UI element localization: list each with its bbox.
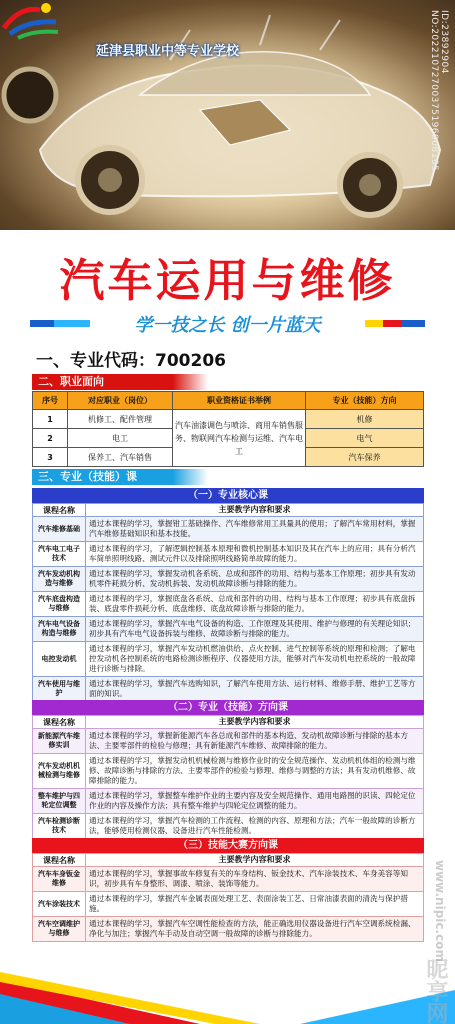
course-content: 通过本课程的学习，掌握汽车发动机燃油供给、点火控制、进气控制等系统的原理和检测；了解电控发动机各控制系统的电路检测诊断程序、仪器使用方法，能够对汽车发动机电控系统的一般故障进行诊断与排除。: [86, 642, 424, 677]
table-row: [33, 789, 424, 814]
course-name: 整车维护与四轮定位调整: [33, 789, 86, 814]
course-name: 汽车使用与维护: [33, 677, 86, 702]
table-header-row: [33, 504, 424, 517]
course-content: 通过本课程的学习，掌握新能源汽车各总成和部件的基本构造、发动机故障诊断与排除的基本方法、主要零部件的检验与修理；具有新能源汽车维修、故障排除的能力。: [86, 729, 424, 754]
slogan-decor-left: [30, 320, 90, 327]
row-direction: 电气: [306, 429, 424, 448]
row-direction: 机修: [306, 410, 424, 429]
contest-courses-table: [32, 853, 424, 942]
section-heading-career: 二、职业面向: [32, 374, 208, 390]
direction-courses-table: [32, 715, 424, 839]
course-content: 通过本课程的学习，掌握汽车电气设备的构造、工作原理及其使用、维护与修理的有关理论知识；初步具有汽车电气设备拆装与维修、故障诊断与排除的能力。: [86, 617, 424, 642]
course-name: 汽车检测诊断技术: [33, 814, 86, 839]
school-name: 延津县职业中等专业学校: [96, 44, 240, 59]
course-content: 通过本课程的学习，掌握钳工基础操作、汽车维修常用工具量具的使用；了解汽车常用材料，掌握汽车维修基础知识和基本技能。: [86, 517, 424, 542]
table-row: [33, 867, 424, 892]
course-name: 汽车车身钣金维修: [33, 867, 86, 892]
core-courses-table: [32, 503, 424, 702]
table-row: [33, 617, 424, 642]
course-content: 通过本课程的学习，掌握汽车选购知识，了解汽车使用方法、运行材料、维修手册、维护工艺等方面的知识。: [86, 677, 424, 702]
col-header: 专业（技能）方向: [306, 392, 424, 410]
watermark-brand: 昵享网: [423, 958, 448, 1024]
direction-courses-band: （二）专业（技能）方向课: [32, 700, 424, 715]
watermark-site: www.nipic.com: [433, 860, 447, 962]
col-header: 对应职业（岗位）: [68, 392, 173, 410]
course-name: 电控发动机: [33, 642, 86, 677]
course-name: 汽车维修基础: [33, 517, 86, 542]
row-no: 1: [33, 410, 68, 429]
course-name: 汽车空调维护与维修: [33, 917, 86, 942]
course-content: 通过本课程的学习，掌握汽车检测的工作流程、检测的内容、原理和方法；汽车一般故障的诊断方法，能够使用检测仪器、设备进行汽车性能检测。: [86, 814, 424, 839]
slogan: 学一技之长 创一片蓝天: [134, 315, 321, 336]
core-courses-block: [32, 488, 424, 702]
col-header: 课程名称: [33, 716, 86, 729]
car-illustration: [0, 0, 455, 230]
footer-stripes: [0, 968, 455, 1024]
col-header: 主要教学内容和要求: [86, 716, 424, 729]
course-content: 通过本课程的学习，掌握底盘各系统、总成和部件的功用、结构与基本工作原理；初步具有底盘拆装、底盘零件损耗分析、底盘维修、底盘故障诊断与排除的能力。: [86, 592, 424, 617]
row-job: 保养工、汽车销售: [68, 448, 173, 467]
table-row: [33, 677, 424, 702]
major-code: 一、专业代码：700206: [36, 351, 226, 371]
course-content: 通过本课程的学习，掌握汽车空调性能检查的方法，能正确选用仪器设备进行汽车空调系统检漏、净化与加注；掌握汽车手动及自动空调一般故障的诊断与排除能力。: [86, 917, 424, 942]
course-content: 通过本课程的学习，掌握发动机机械检测与维修作业时的安全规范操作、发动机机体组的检测与维修、故障诊断与排除的方法、主要零部件的检验与修理、维修与调整的方法；具有发动机维修、故障排除的能力。: [86, 754, 424, 789]
row-no: 2: [33, 429, 68, 448]
contest-courses-band: （三）技能大赛方向课: [32, 838, 424, 853]
page-title: 汽车运用与维修: [59, 254, 396, 307]
image-id-code: ID:23892904 NO:20221072700375196008105: [429, 10, 449, 172]
col-header: 序号: [33, 392, 68, 410]
col-header: 主要教学内容和要求: [86, 504, 424, 517]
course-content: 通过本课程的学习，掌握事故车修复有关的车身结构、钣金技术、汽车涂装技术、车身美容等知识，初步具有车身整形、调漆、喷涂、装饰等能力。: [86, 867, 424, 892]
school-logo: [0, 0, 64, 40]
row-job: 机修工、配件管理: [68, 410, 173, 429]
course-name: 汽车电气设备构造与维修: [33, 617, 86, 642]
career-table: [32, 391, 424, 467]
col-header: 课程名称: [33, 504, 86, 517]
contest-courses-block: [32, 838, 424, 942]
row-direction: 汽车保养: [306, 448, 424, 467]
table-row: [33, 517, 424, 542]
table-row: [33, 542, 424, 567]
core-courses-band: （一）专业核心课: [32, 488, 424, 503]
slogan-decor-right: [365, 320, 425, 327]
table-row: [33, 642, 424, 677]
course-name: 汽车底盘构造与维修: [33, 592, 86, 617]
table-header-row: [33, 716, 424, 729]
table-row: [33, 729, 424, 754]
table-row: [33, 892, 424, 917]
table-header-row: [33, 854, 424, 867]
course-name: 汽车发动机机械检测与维修: [33, 754, 86, 789]
certificates-cell: 汽车油漆调色与喷涂、商用车销售服务、物联网汽车检测与运维、汽车电工: [173, 410, 306, 467]
table-row: [33, 567, 424, 592]
table-row: [33, 917, 424, 942]
direction-courses-block: [32, 700, 424, 839]
course-content: 通过本课程的学习，掌握汽车金属表面处理工艺、表面涂装工艺、日常油漆表面的清洗与保护措施。: [86, 892, 424, 917]
slogan-row: [30, 310, 425, 336]
hero-banner: [0, 0, 455, 230]
table-row: [33, 592, 424, 617]
col-header: 课程名称: [33, 854, 86, 867]
section-heading-courses: 三、专业（技能）课: [32, 469, 208, 485]
row-no: 3: [33, 448, 68, 467]
table-row: [33, 754, 424, 789]
course-content: 通过本课程的学习，了解逻辑控制基本原理和微机控制基本知识及其在汽车上的应用；具有分析汽车简单照明线路、测试元件以及排除照明线路简单故障的能力。: [86, 542, 424, 567]
col-header: 主要教学内容和要求: [86, 854, 424, 867]
course-name: 汽车涂装技术: [33, 892, 86, 917]
row-job: 电工: [68, 429, 173, 448]
course-content: 通过本课程的学习，掌握发动机各系统、总成和部件的功用、结构与基本工作原理；初步具有发动机零件耗损分析、发动机拆装、发动机故障诊断与排除的能力。: [86, 567, 424, 592]
col-header: 职业资格证书举例: [173, 392, 306, 410]
table-header-row: [33, 392, 424, 410]
table-row: [33, 410, 424, 429]
course-name: 汽车发动机构造与维修: [33, 567, 86, 592]
course-content: 通过本课程的学习，掌握整车维护作业的主要内容及安全规范操作、通用电路图的识读、四轮定位作业的内容及操作方法；具有整车维护与四轮定位调整的能力。: [86, 789, 424, 814]
course-name: 汽车电工电子技术: [33, 542, 86, 567]
table-row: [33, 814, 424, 839]
course-name: 新能源汽车维修实训: [33, 729, 86, 754]
